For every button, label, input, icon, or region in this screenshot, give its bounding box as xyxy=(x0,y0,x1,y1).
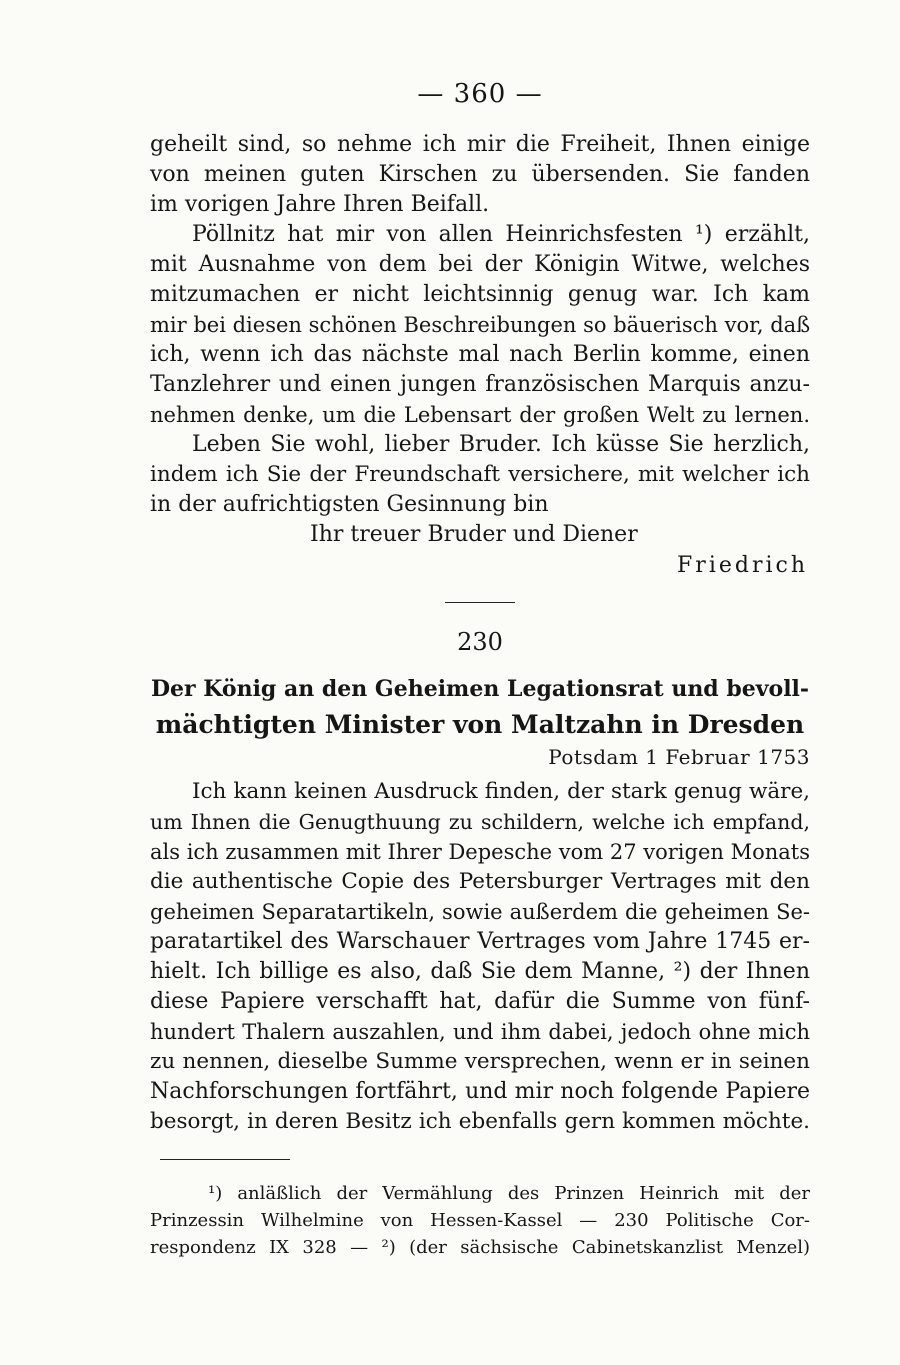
text-line: geheilt sind, so nehme ich mir die Freiheit, Ihnen einige xyxy=(150,132,810,157)
text-line: paratartikel des Warschauer Vertrages vom Jahre 1745 er- xyxy=(150,929,810,954)
text-line: Tanzlehrer und einen jungen französischen Marquis anzu- xyxy=(150,372,810,397)
text-line: Ich kann keinen Ausdruck finden, der stark genug wäre, xyxy=(192,779,810,804)
letter-heading xyxy=(150,671,810,743)
text-line: hielt. Ich billige es also, daß Sie dem Manne, ²) der Ihnen xyxy=(150,959,810,984)
text-line: hundert Thalern auszahlen, und ihm dabei, jedoch ohne mich xyxy=(150,1020,810,1044)
paragraph-3 xyxy=(150,430,810,520)
text-line: diese Papiere verschafft hat, dafür die Summe von fünf- xyxy=(150,989,810,1014)
text-line: zu nennen, dieselbe Summe versprechen, wenn er in seinen xyxy=(150,1049,810,1074)
footnote-line: Prinzessin Wilhelmine von Hessen-Kassel — 230 Politische Cor- xyxy=(150,1210,810,1231)
paragraph-1 xyxy=(150,130,810,220)
page-number: — 360 — xyxy=(417,79,543,109)
text-line: Nachforschungen fortfährt, und mir noch folgende Papiere xyxy=(150,1079,810,1104)
paragraph-2 xyxy=(150,220,810,430)
text-line: besorgt, in deren Besitz ich ebenfalls gern kommen möchte. xyxy=(150,1109,810,1134)
dateline: Potsdam 1 Februar 1753 xyxy=(548,745,810,769)
letter-number: 230 xyxy=(457,628,503,656)
book-page xyxy=(150,78,810,1261)
text-line: von meinen guten Kirschen zu übersenden. Sie fanden xyxy=(150,162,810,187)
text-line: mitzumachen er nicht leichtsinnig genug war. Ich kam xyxy=(150,282,810,307)
text-line: Leben Sie wohl, lieber Bruder. Ich küsse Sie herzlich, xyxy=(192,432,810,457)
text-line: nehmen denke, um die Lebensart der großen Welt zu lernen. xyxy=(150,403,810,427)
footnotes xyxy=(150,1180,810,1261)
heading-line: Der König an den Geheimen Legationsrat und bevoll- xyxy=(150,676,810,702)
text-line: um Ihnen die Genugthuung zu schildern, welche ich empfand, xyxy=(150,810,810,834)
text-line: Pöllnitz hat mir von allen Heinrichsfesten ¹) erzählt, xyxy=(192,222,810,247)
text-line: ich, wenn ich das nächste mal nach Berlin komme, einen xyxy=(150,342,810,367)
closing-formula: Ihr treuer Bruder und Diener xyxy=(310,522,638,547)
section-divider xyxy=(445,602,515,603)
text-line: mir bei diesen schönen Beschreibungen so bäuerisch vor, daß xyxy=(150,313,811,337)
footnote-line: respondenz IX 328 — ²) (der sächsische Cabinetskanzlist Menzel) xyxy=(150,1237,810,1258)
text-line: indem ich Sie der Freundschaft versichere, mit welcher ich xyxy=(150,462,810,487)
text-line: geheimen Separatartikeln, sowie außerdem die geheimen Se- xyxy=(150,900,810,924)
text-line: als ich zusammen mit Ihrer Depesche vom 27 vorigen Monats xyxy=(150,840,810,864)
signature: Friedrich xyxy=(677,553,808,578)
letter-body xyxy=(150,777,810,1137)
text-line: im vorigen Jahre Ihren Beifall. xyxy=(150,192,490,217)
heading-line: mächtigten Minister von Maltzahn in Dresden xyxy=(155,710,805,739)
footnote-line: ¹) anläßlich der Vermählung des Prinzen Heinrich mit der xyxy=(208,1183,810,1204)
footnote-divider xyxy=(160,1159,290,1160)
text-line: in der aufrichtigsten Gesinnung bin xyxy=(150,492,549,517)
text-line: die authentische Copie des Petersburger Vertrages mit den xyxy=(150,869,810,894)
text-line: mit Ausnahme von dem bei der Königin Witwe, welches xyxy=(150,252,810,277)
